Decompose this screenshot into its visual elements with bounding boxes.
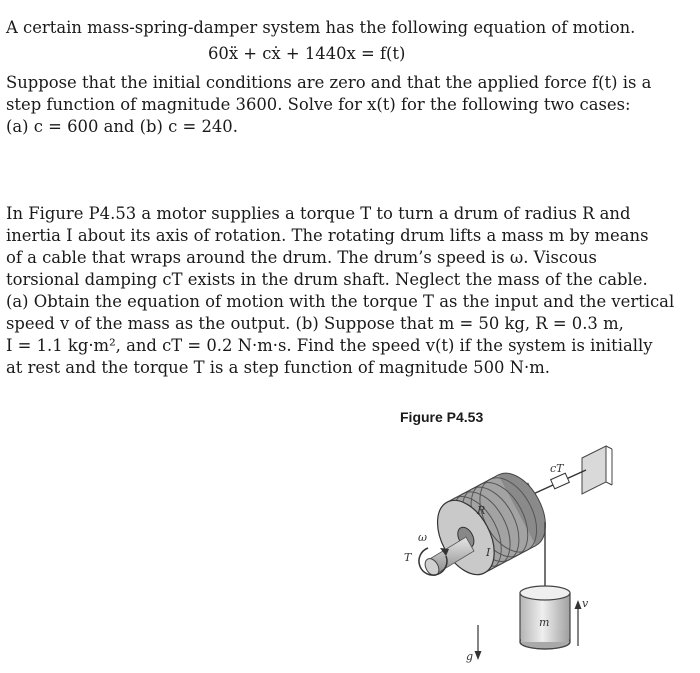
omega-label: ω — [418, 531, 427, 544]
text-line: at rest and the torque T is a step function of magnitude 500 N·m. — [6, 358, 550, 377]
text-line: step function of magnitude 3600. Solve for x(t) for the following two cases: — [6, 95, 631, 114]
velocity-arrow — [575, 600, 582, 646]
gravity-label: g — [466, 650, 474, 663]
damper-label: cT — [550, 462, 564, 475]
text-line: I = 1.1 kg·m², and cT = 0.2 N·m·s. Find the speed v(t) if the system is initially — [6, 336, 653, 355]
text-line: speed v of the mass as the output. (b) Suppose that m = 50 kg, R = 0.3 m, — [6, 314, 624, 333]
text-line: In Figure P4.53 a motor supplies a torque T to turn a drum of radius R and — [6, 204, 631, 223]
wall-support — [582, 446, 612, 494]
torque-label: T — [404, 551, 412, 564]
radius-label: R — [477, 504, 486, 517]
mass-label: m — [539, 616, 550, 629]
equation-of-motion: 60ẍ + cẋ + 1440x = f(t) — [208, 44, 406, 63]
text-line: torsional damping cT exists in the drum shaft. Neglect the mass of the cable. — [6, 270, 648, 289]
text-line: inertia I about its axis of rotation. The rotating drum lifts a mass m by means — [6, 226, 649, 245]
gravity-arrow — [475, 625, 482, 660]
text-line: A certain mass-spring-damper system has the following equation of motion. — [6, 18, 636, 37]
velocity-label: v — [582, 597, 589, 610]
text-line: Suppose that the initial conditions are zero and that the applied force f(t) is a — [6, 73, 652, 92]
text-line: (a) c = 600 and (b) c = 240. — [6, 117, 238, 136]
inertia-label: I — [486, 546, 491, 559]
text-line: (a) Obtain the equation of motion with the torque T as the input and the vertical — [6, 292, 675, 311]
figure-title: Figure P4.53 — [400, 409, 484, 425]
text-line: of a cable that wraps around the drum. The drum’s speed is ω. Viscous — [6, 248, 597, 267]
